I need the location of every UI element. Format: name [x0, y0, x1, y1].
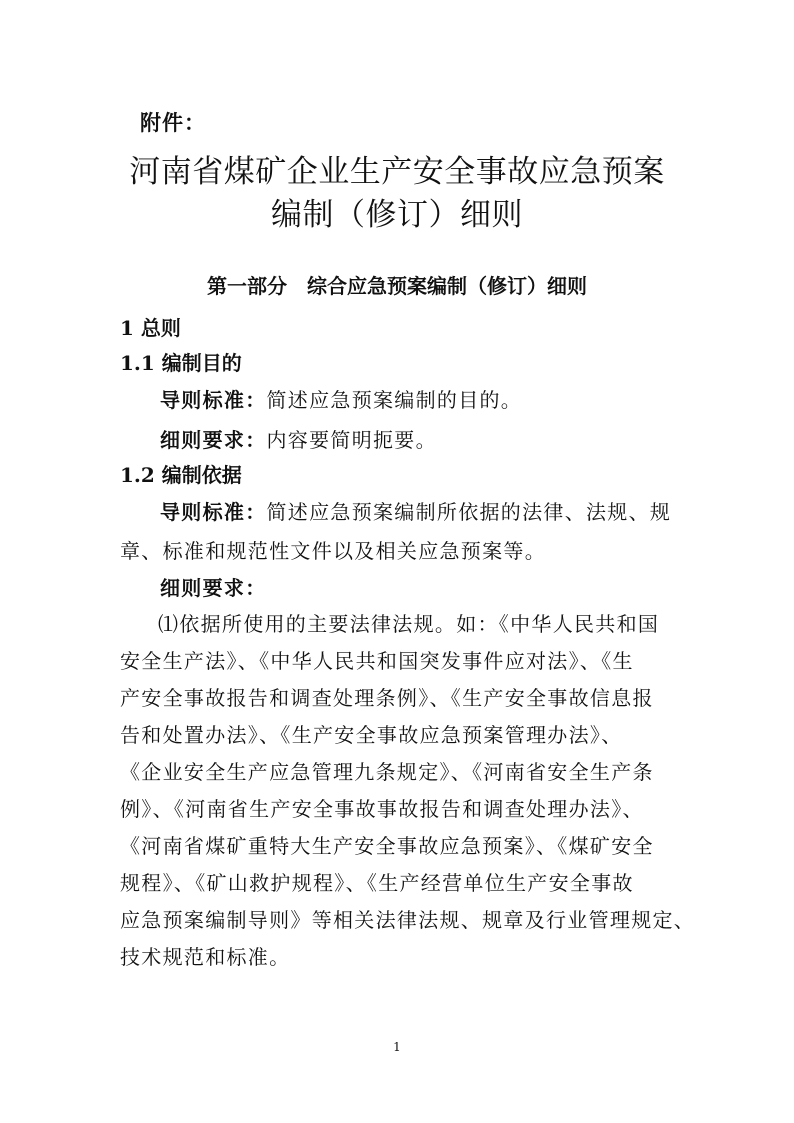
basis-paragraph-line: 《企业安全生产应急管理九条规定》、《河南省安全生产条	[120, 760, 654, 784]
basis-paragraph-line: 技术规范和标准。	[120, 945, 291, 969]
section-heading-general: 1 总则	[120, 316, 181, 340]
document-title-line-1: 河南省煤矿企业生产安全事故应急预案	[129, 154, 665, 190]
purpose-standard-paragraph	[160, 384, 720, 413]
basis-standard-line-2: 章、标准和规范性文件以及相关应急预案等。	[120, 539, 546, 563]
part-title: 综合应急预案编制（修订）细则	[307, 274, 587, 298]
standard-text: 简述应急预案编制所依据的法律、法规、规	[266, 500, 672, 524]
part-number: 第一部分	[207, 274, 287, 298]
basis-requirement-label: 细则要求：	[160, 576, 267, 600]
basis-standard-line-1	[160, 496, 720, 525]
section-heading-purpose: 1.1 编制目的	[120, 351, 242, 375]
basis-paragraph-line: 产安全事故报告和调查处理条例》、《生产安全事故信息报	[120, 686, 654, 710]
basis-paragraph-line: ⑴依据所使用的主要法律法规。如：《中华人民共和国	[158, 612, 660, 636]
basis-paragraph-line: 安全生产法》、《中华人民共和国突发事件应对法》、《生	[120, 649, 634, 673]
basis-paragraph-line: 例》、《河南省生产安全事故事故报告和调查处理办法》、	[120, 797, 644, 821]
standard-label: 导则标准：	[160, 388, 267, 412]
requirement-label: 细则要求：	[160, 428, 267, 452]
requirement-text: 内容要简明扼要。	[266, 428, 437, 452]
standard-text: 简述应急预案编制的目的。	[266, 388, 523, 412]
attachment-label: 附件：	[140, 110, 206, 135]
part-heading	[0, 270, 794, 299]
basis-paragraph-line: 告和处置办法》、《生产安全事故应急预案管理办法》、	[120, 723, 623, 747]
standard-label: 导则标准：	[160, 500, 267, 524]
page-number: 1	[393, 1040, 401, 1054]
basis-paragraph-line: 规程》、《矿山救护规程》、《生产经营单位生产安全事故	[120, 871, 634, 895]
section-heading-basis: 1.2 编制依据	[120, 463, 242, 487]
document-title-line-2: 编制（修订）细则	[271, 197, 523, 233]
basis-paragraph-line: 应急预案编制导则》等相关法律法规、规章及行业管理规定、	[120, 908, 696, 932]
basis-paragraph-line: 《河南省煤矿重特大生产安全事故应急预案》、《煤矿安全	[120, 834, 654, 858]
purpose-requirement-paragraph	[160, 424, 720, 453]
